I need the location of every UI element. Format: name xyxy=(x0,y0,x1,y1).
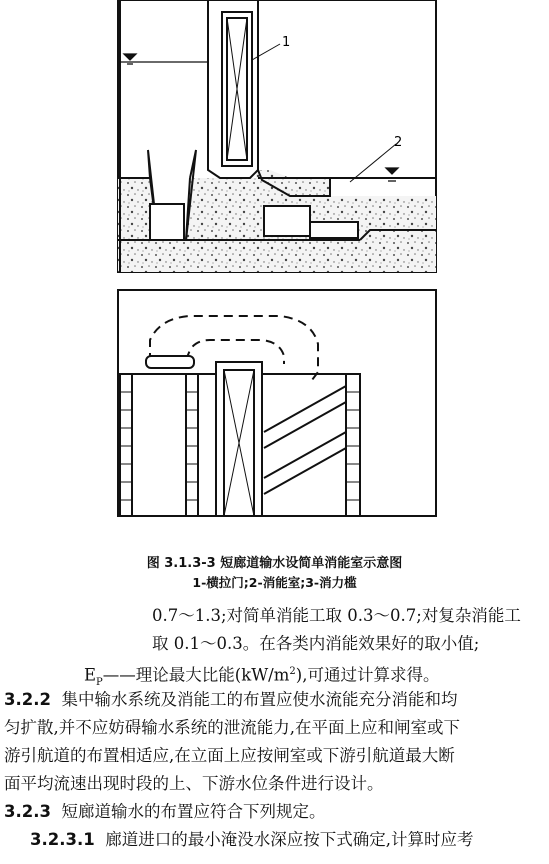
section-number: 3.2.2 xyxy=(4,690,51,709)
ep-superscript: 2 xyxy=(289,666,296,677)
ep-symbol: E xyxy=(84,665,97,685)
section-3-2-2 xyxy=(4,688,457,712)
section-3-2-3 xyxy=(4,800,325,824)
section-number: 3.2.3 xyxy=(4,802,51,821)
horizontal-gate xyxy=(222,12,252,166)
paragraph-line: 匀扩散,并不应妨碍输水系统的泄流能力,在平面上应和闸室或下 xyxy=(4,718,460,737)
section-number: 3.2.3.1 xyxy=(30,830,95,849)
paragraph-line: 面平均流速出现时段的上、下游水位条件进行设计。 xyxy=(4,774,384,793)
section-text: 短廊道输水的布置应符合下列规定。 xyxy=(61,802,326,821)
label-2: 2 xyxy=(394,135,403,150)
label-1: 1 xyxy=(282,35,291,50)
ep-text-end: ),可通过计算求得。 xyxy=(295,665,440,685)
paragraph-line: 0.7～1.3;对简单消能工取 0.3～0.7;对复杂消能工 xyxy=(152,606,521,625)
ep-text: ——理论最大比能(kW/m xyxy=(102,665,290,685)
section-3-2-3-1 xyxy=(30,828,473,852)
figure-caption: 图 3.1.3-3 短廊道输水设简单消能室示意图 xyxy=(146,556,403,571)
plan-view xyxy=(118,290,436,516)
paragraph-line: 游引航道的布置相适应,在立面上应按闸室或下游引航道最大断 xyxy=(4,746,455,765)
section-view xyxy=(118,0,436,272)
section-text: 廊道进口的最小淹没水深应按下式确定,计算时应考 xyxy=(105,830,474,849)
figure-legend: 1-横拉门;2-消能室;3-消力槛 xyxy=(192,575,357,590)
ep-subscript: P xyxy=(96,676,103,688)
paragraph-line: 取 0.1～0.3。在各类内消能效果好的取小值; xyxy=(152,634,480,653)
section-text: 集中输水系统及消能工的布置应使水流能充分消能和均 xyxy=(61,690,458,709)
